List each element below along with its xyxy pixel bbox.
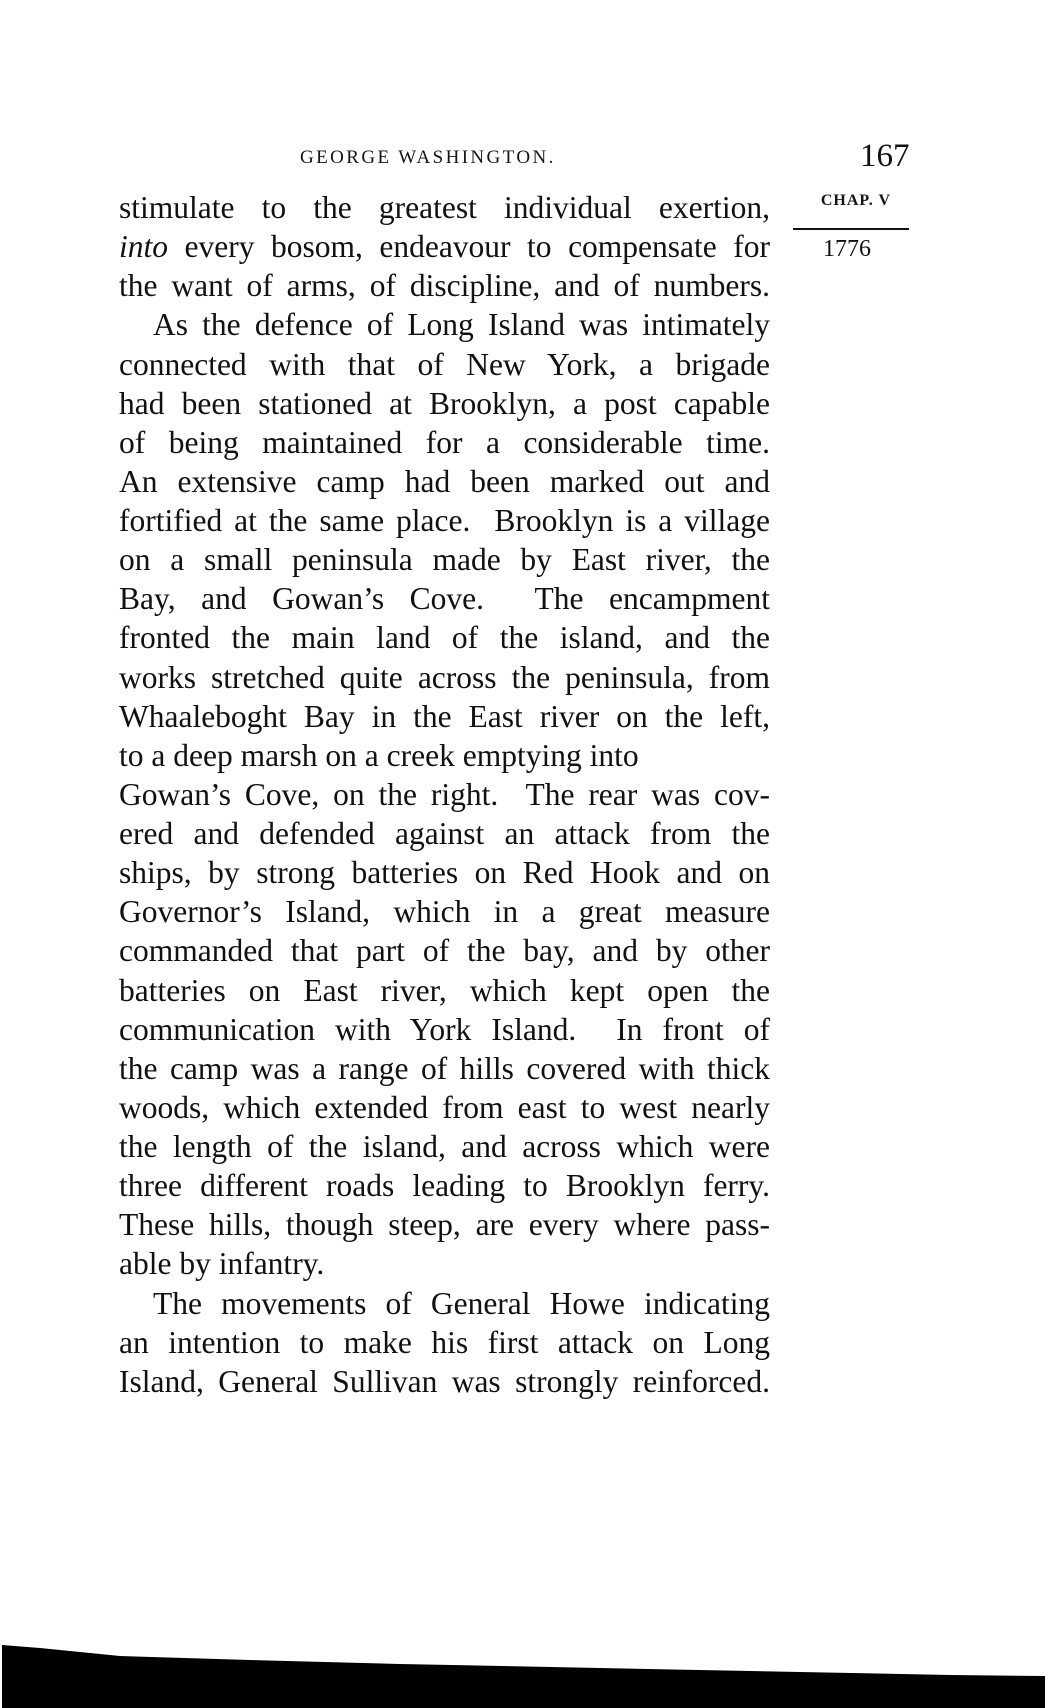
text-line: As the defence of Long Island was intimately <box>153 307 770 343</box>
body-text <box>119 188 770 1401</box>
scan-dark-band <box>2 1645 1045 1708</box>
text-line: ships, by strong batteries on Red Hook and on <box>119 855 770 891</box>
text-line: The movements of General Howe indicating <box>153 1285 770 1321</box>
text-line: stimulate to the greatest individual exertion, <box>119 190 770 225</box>
text-line: communication with York Island. In front of <box>119 1011 770 1047</box>
margin-rule <box>793 228 909 230</box>
italic-text: into <box>119 229 169 265</box>
margin-chapter-label: CHAP. V <box>820 192 891 209</box>
text-line: An extensive camp had been marked out and <box>119 463 770 499</box>
text-line: able by infantry. <box>119 1246 325 1282</box>
text-line: connected with that of New York, a brigade <box>119 346 770 382</box>
text-line: Bay, and Gowan’s Cove. The encampment <box>119 581 770 617</box>
paragraph <box>119 305 770 1283</box>
text-line: the length of the island, and across which were <box>119 1129 770 1164</box>
text-line: These hills, though steep, are every where pass- <box>119 1207 770 1243</box>
text-line: works stretched quite across the peninsula, from <box>119 659 770 695</box>
text-line: into every bosom, endeavour to compensate for <box>119 229 770 265</box>
text-line: of being maintained for a considerable time. <box>119 424 770 460</box>
text-line: the want of arms, of discipline, and of numbers. <box>119 268 770 304</box>
page-number: 167 <box>860 138 910 174</box>
text-line: Gowan’s Cove, on the right. The rear was cov- <box>119 776 770 812</box>
text-line: Island, General Sullivan was strongly reinforced. <box>119 1363 770 1399</box>
text-line: Whaaleboght Bay in the East river on the left, <box>119 698 770 734</box>
paragraph <box>119 1284 770 1401</box>
margin-year-label: 1776 <box>823 236 871 262</box>
text-line: batteries on East river, which kept open the <box>119 972 770 1008</box>
text-line: on a small peninsula made by East river, the <box>119 542 770 578</box>
text-line: fortified at the same place. Brooklyn is a village <box>119 503 770 538</box>
text-line: woods, which extended from east to west nearly <box>119 1089 770 1125</box>
margin-note <box>793 190 909 264</box>
text-line: to a deep marsh on a creek emptying into <box>119 737 639 773</box>
text-line: had been stationed at Brooklyn, a post capable <box>119 385 770 421</box>
text-line: the camp was a range of hills covered with thick <box>119 1050 770 1086</box>
text-line: an intention to make his first attack on Long <box>119 1324 770 1360</box>
text-line: Governor’s Island, which in a great measure <box>119 894 770 930</box>
text-line: commanded that part of the bay, and by other <box>119 933 770 969</box>
paragraph <box>119 188 770 305</box>
text-line: three different roads leading to Brooklyn ferry. <box>119 1168 770 1204</box>
running-head: GEORGE WASHINGTON. <box>300 147 556 168</box>
text-line: fronted the main land of the island, and the <box>119 620 770 656</box>
text-line: ered and defended against an attack from the <box>119 816 770 851</box>
